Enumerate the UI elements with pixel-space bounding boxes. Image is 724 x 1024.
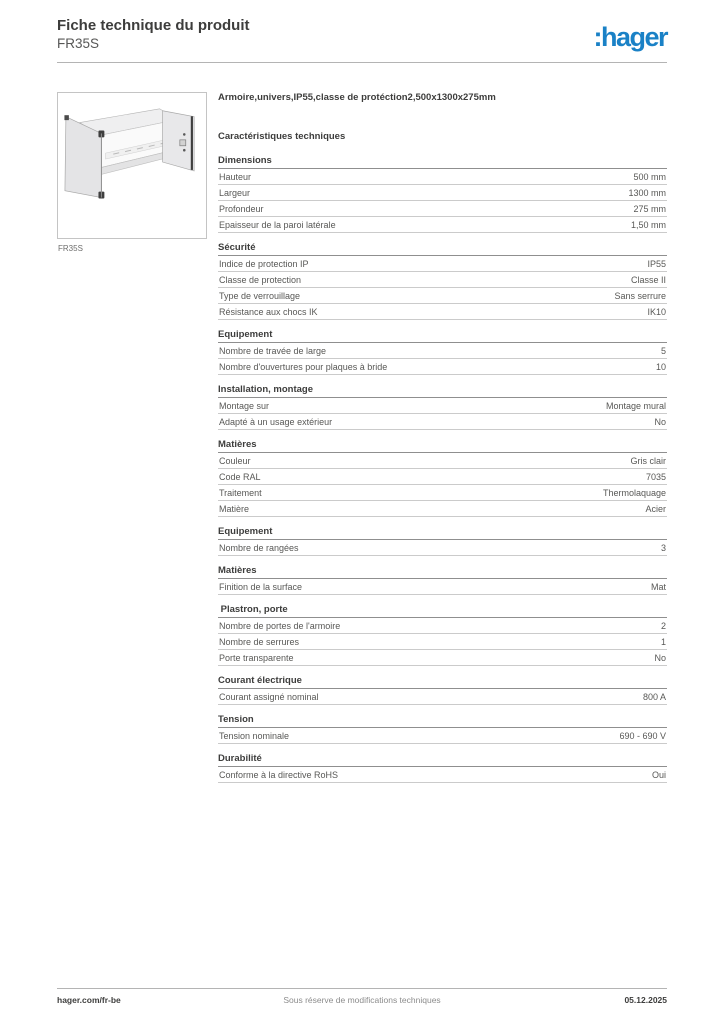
spec-label: Tension nominale (219, 731, 290, 741)
spec-row (218, 359, 667, 375)
spec-label: Montage sur (219, 401, 270, 411)
spec-section-title: Dimensions (218, 155, 667, 169)
spec-row (218, 485, 667, 501)
spec-row (218, 398, 667, 414)
spec-row (218, 414, 667, 430)
spec-row (218, 343, 667, 359)
spec-row (218, 201, 667, 217)
product-image (58, 93, 206, 238)
footer-date: 05.12.2025 (624, 995, 667, 1005)
product-image-caption: FR35S (58, 244, 83, 253)
product-code: FR35S (57, 36, 100, 51)
spec-value: No (654, 417, 666, 427)
spec-label: Couleur (219, 456, 251, 466)
spec-label: Code RAL (219, 472, 261, 482)
spec-section (218, 155, 667, 233)
spec-section (218, 242, 667, 320)
spec-row (218, 728, 667, 744)
spec-label: Hauteur (219, 172, 252, 182)
spec-label: Largeur (219, 188, 251, 198)
spec-label: Conforme à la directive RoHS (219, 770, 339, 780)
spec-label: Classe de protection (219, 275, 302, 285)
footer-website-link[interactable]: hager.com/fr-be (57, 995, 121, 1005)
spec-section-title: Equipement (218, 329, 667, 343)
spec-value: Acier (645, 504, 666, 514)
spec-section-title: Durabilité (218, 753, 667, 767)
spec-value: Mat (650, 582, 666, 592)
spec-section-title: Courant électrique (218, 675, 667, 689)
spec-section (218, 384, 667, 430)
spec-section-title: Tension (218, 714, 667, 728)
header (57, 16, 667, 52)
spec-row (218, 453, 667, 469)
spec-row (218, 217, 667, 233)
spec-label: Indice de protection IP (219, 259, 309, 269)
spec-section-title: Sécurité (218, 242, 667, 256)
page-title: Fiche technique du produit (57, 17, 250, 34)
header-divider (57, 62, 667, 63)
footer-divider (57, 988, 667, 989)
spec-label: Matière (219, 504, 250, 514)
spec-value: 1 (660, 637, 666, 647)
spec-label: Nombre de serrures (219, 637, 300, 647)
spec-value: 275 mm (633, 204, 666, 214)
spec-label: Nombre de portes de l'armoire (219, 621, 341, 631)
spec-row (218, 304, 667, 320)
specs-column (218, 92, 667, 783)
spec-value: 3 (660, 543, 666, 553)
spec-value: IK10 (647, 307, 666, 317)
spec-label: Type de verrouillage (219, 291, 301, 301)
product-description: Armoire,univers,IP55,classe de protéction2,500x1300x275mm (218, 92, 496, 103)
spec-section-title: Matières (218, 439, 667, 453)
spec-value: Montage mural (605, 401, 666, 411)
spec-row (218, 272, 667, 288)
spec-row (218, 689, 667, 705)
spec-row (218, 256, 667, 272)
spec-row (218, 634, 667, 650)
specs-heading: Caractéristiques techniques (218, 131, 346, 142)
spec-row (218, 618, 667, 634)
spec-row (218, 579, 667, 595)
spec-value: IP55 (647, 259, 666, 269)
spec-section-title: Equipement (218, 526, 667, 540)
product-image-frame (57, 92, 207, 239)
spec-value: No (654, 653, 666, 663)
spec-value: 800 A (642, 692, 666, 702)
spec-value: 10 (655, 362, 666, 372)
spec-row (218, 650, 667, 666)
spec-row (218, 185, 667, 201)
hager-logo: :hager (593, 22, 667, 52)
spec-label: Courant assigné nominal (219, 692, 319, 702)
header-titles (57, 16, 250, 52)
spec-section (218, 526, 667, 556)
spec-label: Traitement (219, 488, 262, 498)
spec-row (218, 767, 667, 783)
spec-value: 5 (660, 346, 666, 356)
spec-label: Adapté à un usage extérieur (219, 417, 333, 427)
spec-section (218, 604, 667, 666)
spec-value: 1,50 mm (630, 220, 666, 230)
spec-row (218, 540, 667, 556)
spec-row (218, 469, 667, 485)
spec-label: Porte transparente (219, 653, 294, 663)
spec-label: Nombre de rangées (219, 543, 299, 553)
spec-value: 7035 (645, 472, 666, 482)
spec-section-title: Matières (218, 565, 667, 579)
spec-row (218, 501, 667, 517)
spec-value: Sans serrure (614, 291, 666, 301)
spec-row (218, 169, 667, 185)
spec-value: Gris clair (630, 456, 666, 466)
spec-value: 2 (660, 621, 666, 631)
spec-section (218, 753, 667, 783)
spec-section (218, 714, 667, 744)
spec-section (218, 439, 667, 517)
spec-label: Nombre d'ouvertures pour plaques à bride (219, 362, 388, 372)
spec-value: 1300 mm (628, 188, 666, 198)
spec-label: Profondeur (219, 204, 264, 214)
spec-value: Classe II (630, 275, 666, 285)
spec-label: Nombre de travée de large (219, 346, 327, 356)
spec-sections (218, 155, 667, 783)
spec-section (218, 675, 667, 705)
spec-label: Résistance aux chocs IK (219, 307, 318, 317)
spec-section (218, 329, 667, 375)
spec-value: 500 mm (633, 172, 666, 182)
spec-value: 690 - 690 V (619, 731, 666, 741)
footer-disclaimer: Sous réserve de modifications techniques (283, 995, 441, 1005)
spec-value: Oui (651, 770, 666, 780)
spec-label: Finition de la surface (219, 582, 303, 592)
spec-row (218, 288, 667, 304)
spec-section-title: Plastron, porte (218, 604, 667, 618)
spec-value: Thermolaquage (602, 488, 666, 498)
spec-label: Epaisseur de la paroi latérale (219, 220, 336, 230)
spec-section-title: Installation, montage (218, 384, 667, 398)
spec-section (218, 565, 667, 595)
